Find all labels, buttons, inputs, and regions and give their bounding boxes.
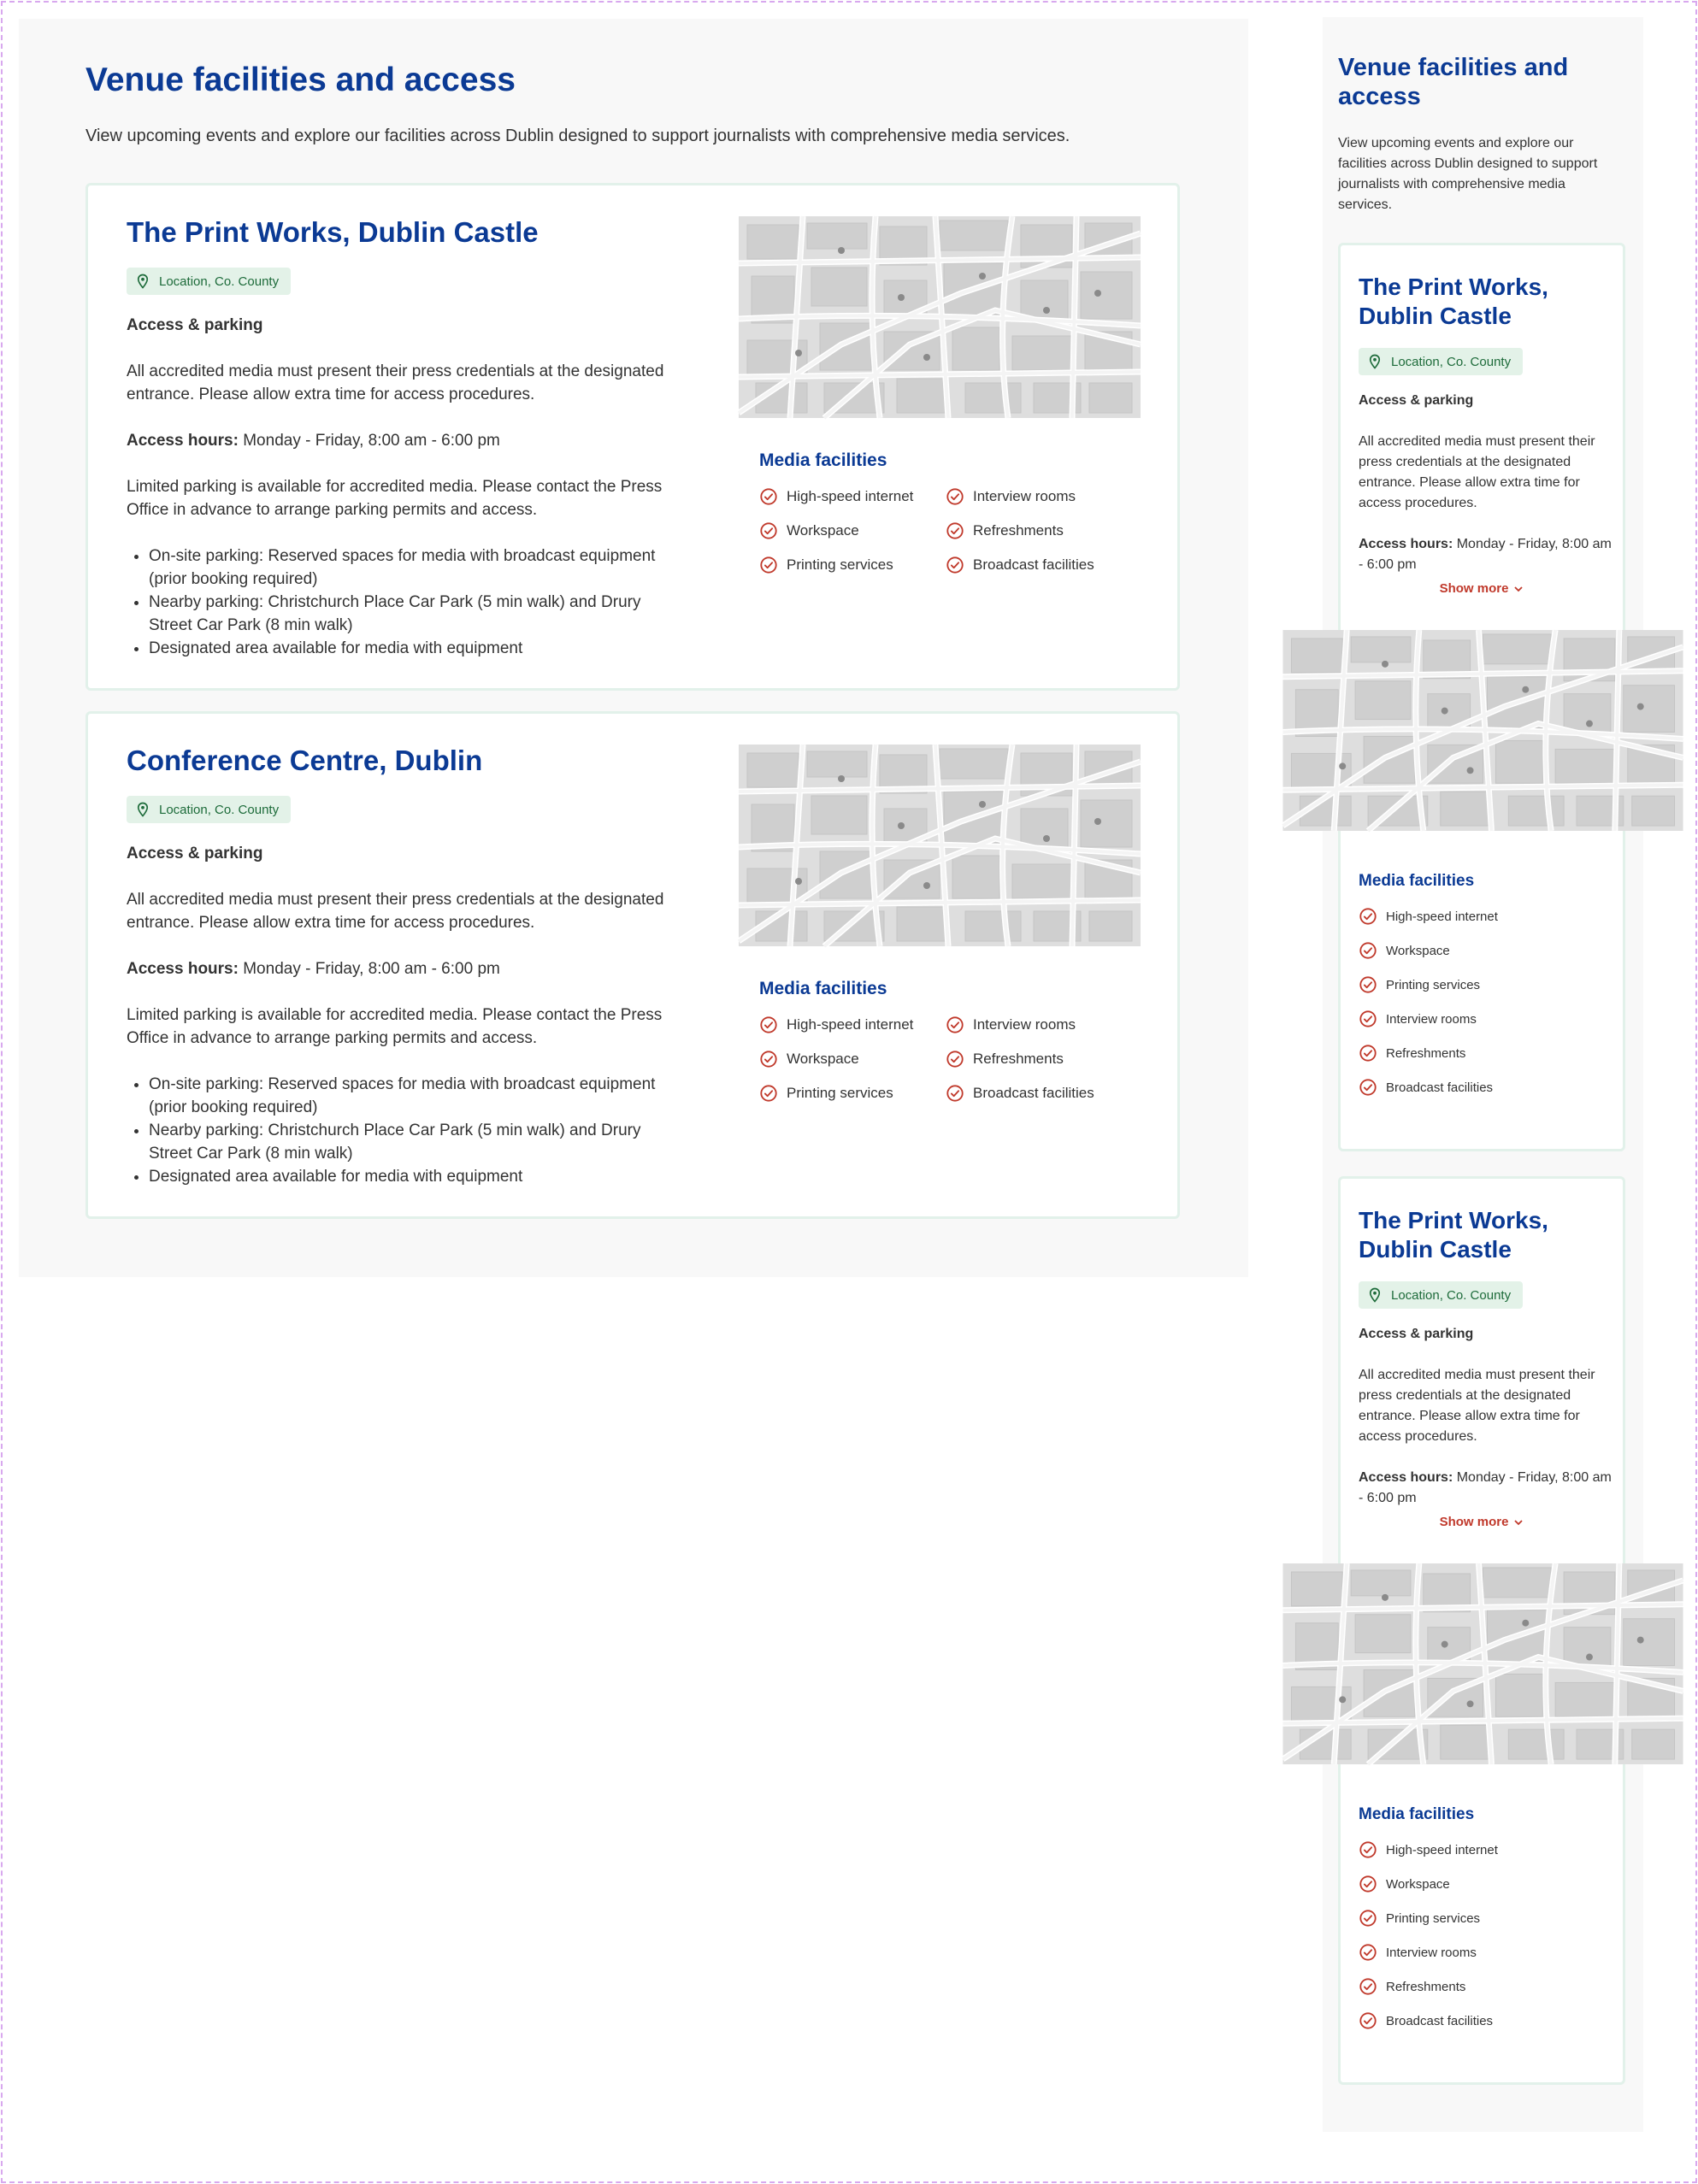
check-circle-icon [1359,1078,1386,1097]
facility-item [1359,1976,1607,1997]
check-circle-icon [1359,907,1386,926]
access-hours-label: Access hours: [1359,537,1453,551]
parking-text: Limited parking is available for accredited media. Please contact the Press Office in advance to arrange parking permits and access. [127,478,663,519]
access-hours-label: Access hours: [127,960,239,978]
check-circle-icon [946,1084,973,1103]
facility-item [1359,1840,1607,1860]
access-text: All accredited media must present their press credentials at the designated entrance. Please allow extra time for access procedures. [1359,1368,1595,1444]
facility-item [759,521,946,541]
list-item: • Nearby parking: Christchurch Place Car Park (5 min walk) and Drury Street Car Park (8 min walk) [149,1119,682,1165]
check-circle-icon [759,487,787,506]
access-hours-value: Monday - Friday, 8:00 am - 6:00 pm [243,432,500,450]
facilities-list [1359,906,1607,1098]
check-circle-icon [1359,1943,1386,1962]
facility-label: Interview rooms [1386,1945,1477,1960]
facility-label: Broadcast facilities [973,556,1094,573]
venue-card [85,711,1180,1219]
facility-item [946,555,1132,575]
facility-label: Workspace [787,522,859,539]
check-circle-icon [1359,1840,1386,1859]
list-item: • Designated area available for media with equipment [149,1165,682,1188]
access-hours [127,429,682,452]
facility-item [759,1049,946,1069]
chevron-down-icon [1513,1517,1524,1528]
access-heading: Access & parking [1359,393,1474,408]
facilities-title: Media facilities [1359,1805,1475,1823]
facility-label: High-speed internet [787,488,914,504]
access-hours-label: Access hours: [127,432,239,450]
facility-item [759,1015,946,1035]
facility-label: Workspace [1386,943,1450,958]
check-circle-icon [1359,1875,1386,1893]
access-text: All accredited media must present their press credentials at the designated entrance. Please allow extra time for access procedures. [127,362,664,403]
venue-map[interactable] [1359,1563,1607,1764]
venue-title: Conference Centre, Dublin [127,745,483,776]
check-circle-icon [1359,1010,1386,1028]
access-hours [1359,534,1615,575]
facility-label: Broadcast facilities [1386,1080,1494,1095]
facility-label: Workspace [1386,1876,1450,1892]
page-title: Venue facilities and access [85,62,516,98]
venue-map[interactable] [739,216,1141,418]
facility-label: Printing services [787,556,893,573]
chevron-down-icon [1513,584,1524,594]
show-more-button[interactable] [1341,581,1623,596]
access-info [1359,391,1615,572]
venue-title: The Print Works, Dublin Castle [127,216,539,248]
facility-label: High-speed internet [1386,909,1498,924]
check-circle-icon [759,556,787,574]
map-pin-icon [135,802,150,817]
show-more-label: Show more [1439,1515,1509,1529]
facilities-list [759,1015,1144,1104]
facility-item [1359,1077,1607,1098]
facility-label: Printing services [1386,1910,1481,1926]
check-circle-icon [946,487,973,506]
show-more-button[interactable] [1341,1515,1623,1529]
check-circle-icon [1359,1977,1386,1996]
facility-label: Broadcast facilities [1386,2013,1494,2028]
venue-card [1338,1176,1625,2085]
location-text: Location, Co. County [159,802,280,817]
parking-text: Limited parking is available for accredited media. Please contact the Press Office in advance to arrange parking permits and access. [127,1006,663,1047]
facilities-list [1359,1840,1607,2031]
access-info [127,842,682,1188]
check-circle-icon [759,1050,787,1068]
facility-label: Workspace [787,1051,859,1067]
facilities-title: Media facilities [759,979,887,998]
facility-item [1359,974,1607,995]
check-circle-icon [759,1015,787,1034]
facility-item [1359,906,1607,927]
check-circle-icon [759,1084,787,1103]
check-circle-icon [1359,1909,1386,1928]
page-intro: View upcoming events and explore our facilities across Dublin designed to support journalists with comprehensive media services. [1338,136,1598,212]
check-circle-icon [759,521,787,540]
list-item: • Designated area available for media with equipment [149,637,682,660]
facility-item [759,1083,946,1104]
facility-item [1359,1009,1607,1029]
facility-item [946,521,1132,541]
facility-label: Printing services [1386,977,1481,992]
facility-label: High-speed internet [787,1016,914,1033]
facility-item [1359,1908,1607,1928]
check-circle-icon [1359,1044,1386,1063]
access-hours-value: Monday - Friday, 8:00 am - 6:00 pm [1359,537,1612,572]
access-heading: Access & parking [1359,1327,1474,1341]
facility-item [946,1015,1132,1035]
venue-card [1338,243,1625,1151]
location-badge [127,268,291,295]
venue-title: The Print Works, Dublin Castle [1359,274,1548,329]
desktop-section [19,19,1248,1277]
location-badge [1359,348,1523,375]
access-heading: Access & parking [127,845,263,862]
access-hours-value: Monday - Friday, 8:00 am - 6:00 pm [243,960,500,978]
check-circle-icon [946,521,973,540]
venue-card [85,183,1180,691]
access-text: All accredited media must present their press credentials at the designated entrance. Please allow extra time for access procedures. [127,891,664,932]
map-pin-icon [135,274,150,289]
check-circle-icon [946,556,973,574]
parking-list [149,1073,682,1188]
list-item: • On-site parking: Reserved spaces for media with broadcast equipment (prior booking required) [149,1073,682,1119]
facility-item [759,486,946,507]
location-text: Location, Co. County [1391,1287,1512,1303]
facility-item [946,1083,1132,1104]
map-pin-icon [1367,1287,1383,1303]
facility-label: Interview rooms [973,488,1076,504]
access-hours [127,957,682,980]
facility-label: Broadcast facilities [973,1085,1094,1101]
facility-label: Refreshments [973,1051,1064,1067]
access-hours-value: Monday - Friday, 8:00 am - 6:00 pm [1359,1470,1612,1505]
facility-label: Printing services [787,1085,893,1101]
facilities-title: Media facilities [759,450,887,470]
location-badge [1359,1281,1523,1309]
facility-item [759,555,946,575]
access-heading: Access & parking [127,316,263,334]
facilities-title: Media facilities [1359,872,1475,890]
facility-label: Interview rooms [973,1016,1076,1033]
facility-item [1359,1942,1607,1963]
facility-item [946,486,1132,507]
check-circle-icon [1359,2011,1386,2030]
facility-label: Interview rooms [1386,1011,1477,1027]
map-pin-icon [1367,354,1383,369]
venue-title: The Print Works, Dublin Castle [1359,1207,1548,1263]
access-hours [1359,1468,1615,1509]
mobile-section [1323,17,1643,2132]
list-item: • Nearby parking: Christchurch Place Car Park (5 min walk) and Drury Street Car Park (8 min walk) [149,591,682,637]
facility-item [946,1049,1132,1069]
location-text: Location, Co. County [1391,354,1512,369]
access-text: All accredited media must present their press credentials at the designated entrance. Please allow extra time for access procedures. [1359,434,1595,510]
facility-item [1359,1874,1607,1894]
facility-label: Refreshments [1386,1979,1466,1994]
venue-map[interactable] [739,745,1141,946]
page-intro: View upcoming events and explore our facilities across Dublin designed to support journalists with comprehensive media services. [85,127,1070,145]
check-circle-icon [1359,975,1386,994]
show-more-label: Show more [1439,581,1509,596]
facilities-list [759,486,1144,575]
page-title: Venue facilities and access [1338,54,1569,110]
facility-item [1359,940,1607,961]
facility-item [1359,1043,1607,1063]
check-circle-icon [946,1050,973,1068]
venue-map[interactable] [1359,630,1607,831]
facility-label: Refreshments [973,522,1064,539]
facility-label: Refreshments [1386,1045,1466,1061]
access-info [1359,1324,1615,1505]
access-hours-label: Access hours: [1359,1470,1453,1485]
access-info [127,314,682,660]
facility-item [1359,2010,1607,2031]
facility-label: High-speed internet [1386,1842,1498,1857]
check-circle-icon [1359,941,1386,960]
list-item: • On-site parking: Reserved spaces for media with broadcast equipment (prior booking required) [149,545,682,591]
location-badge [127,796,291,823]
parking-list [149,545,682,660]
check-circle-icon [946,1015,973,1034]
location-text: Location, Co. County [159,274,280,289]
